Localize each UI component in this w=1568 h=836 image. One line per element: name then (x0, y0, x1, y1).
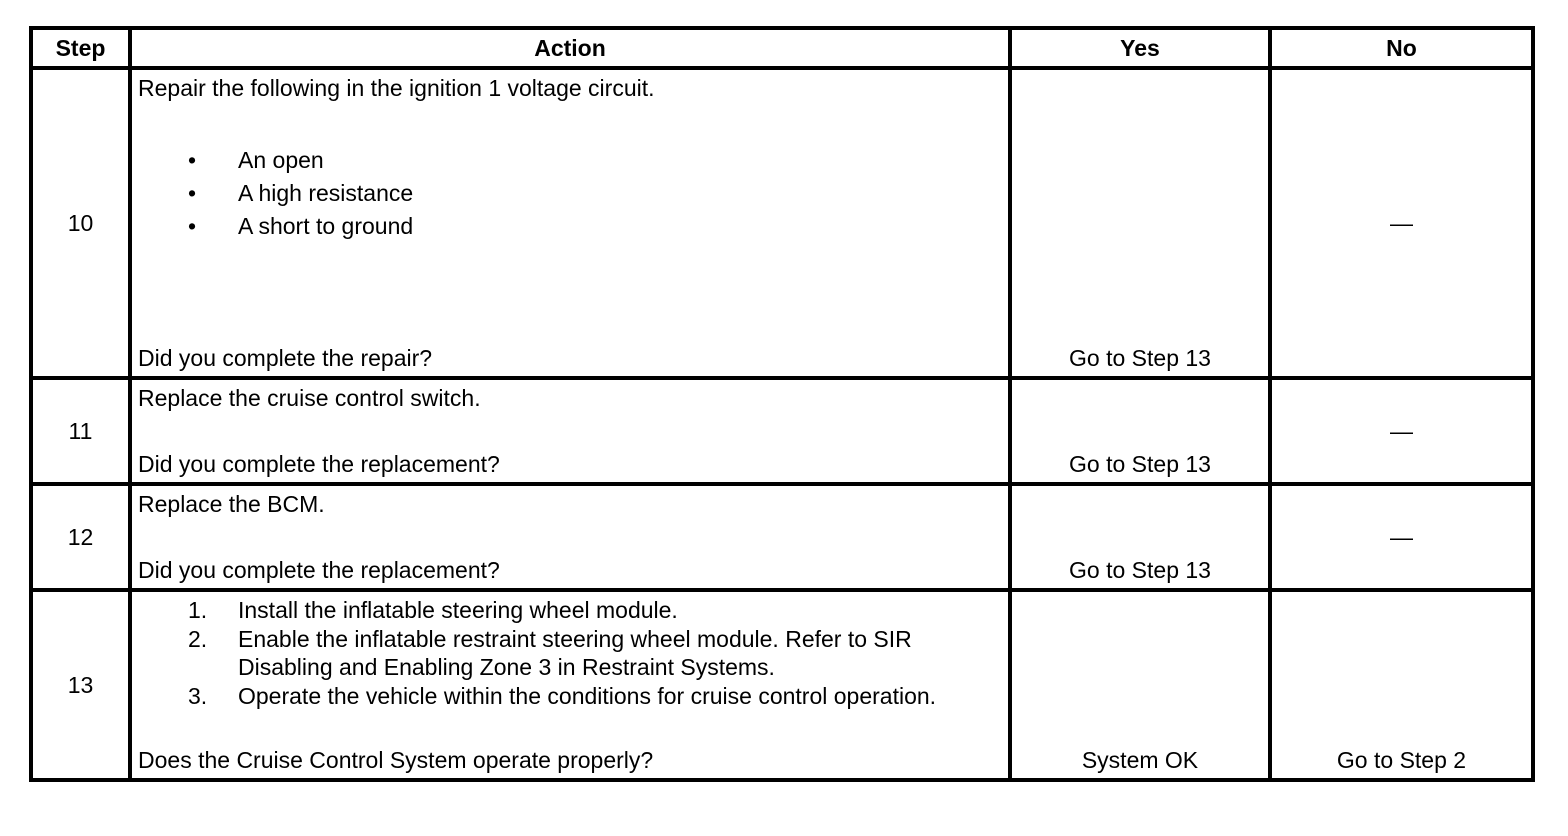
bullet-list (138, 144, 1002, 243)
header-no: No (1270, 28, 1533, 68)
yes-result: Go to Step 13 (1069, 451, 1211, 477)
action-question: Did you complete the replacement? (138, 451, 500, 477)
action-cell (130, 68, 1010, 378)
step-number: 13 (31, 590, 130, 780)
bullet-icon: • (188, 180, 197, 206)
numbered-list (138, 596, 1002, 710)
no-result: Go to Step 2 (1336, 747, 1467, 773)
action-intro: Repair the following in the ignition 1 voltage circuit. (138, 75, 655, 101)
table-row (31, 378, 1533, 484)
list-item: 3. Operate the vehicle within the conditions for cruise control operation. (188, 682, 937, 709)
no-result: — (1270, 68, 1533, 378)
diagnostic-table (29, 26, 1535, 782)
no-cell (1270, 590, 1533, 780)
list-item: • An open (138, 144, 1002, 177)
header-action: Action (130, 28, 1010, 68)
header-step: Step (31, 28, 130, 68)
action-intro: Replace the cruise control switch. (138, 385, 481, 411)
bullet-icon: • (188, 147, 197, 173)
yes-result: Go to Step 13 (1069, 557, 1211, 583)
no-result: — (1270, 484, 1533, 590)
action-question: Does the Cruise Control System operate properly? (138, 747, 654, 773)
yes-cell (1010, 378, 1270, 484)
yes-result: Go to Step 13 (1069, 345, 1211, 371)
action-question: Did you complete the repair? (138, 345, 433, 371)
no-result: — (1270, 378, 1533, 484)
step-number: 12 (31, 484, 130, 590)
step-number: 10 (31, 68, 130, 378)
yes-cell (1010, 590, 1270, 780)
yes-cell (1010, 484, 1270, 590)
action-cell (130, 590, 1010, 780)
table-row (31, 68, 1533, 378)
action-intro: Replace the BCM. (138, 491, 325, 517)
action-cell (130, 378, 1010, 484)
table-row (31, 484, 1533, 590)
header-yes: Yes (1010, 28, 1270, 68)
list-item: • A short to ground (138, 210, 1002, 243)
action-cell (130, 484, 1010, 590)
table-row (31, 590, 1533, 780)
step-number: 11 (31, 378, 130, 484)
action-question: Did you complete the replacement? (138, 557, 500, 583)
header-row (31, 28, 1533, 68)
yes-result: System OK (1081, 747, 1199, 773)
list-item: 1. Install the inflatable steering wheel module. (188, 597, 678, 623)
list-item: 2. Enable the inflatable restraint steering wheel module. Refer to SIR Disabling and Enabling Zone 3 in Restraint Systems. (188, 625, 912, 680)
bullet-icon: • (188, 213, 197, 239)
list-item: • A high resistance (138, 177, 1002, 210)
yes-cell (1010, 68, 1270, 378)
